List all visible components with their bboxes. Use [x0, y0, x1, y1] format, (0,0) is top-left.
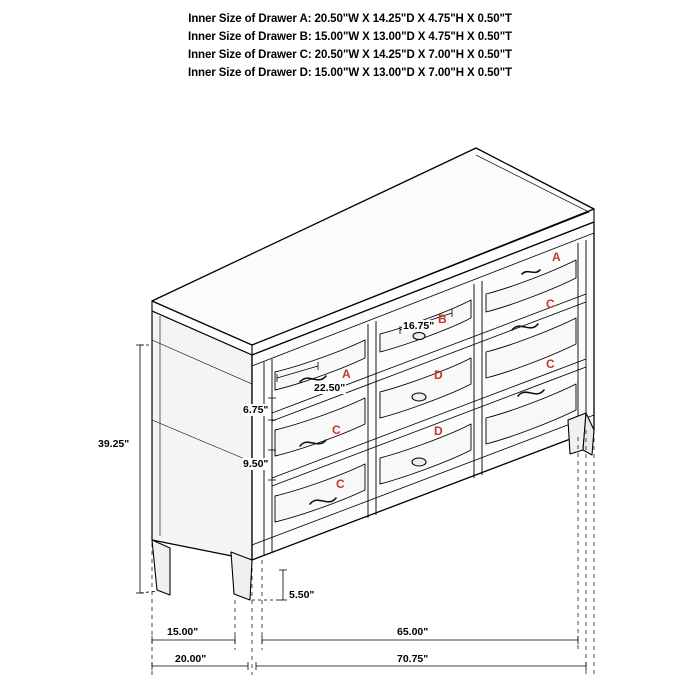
drawer-letter-a-left: A: [342, 367, 351, 381]
dim-leg-height: 5.50": [289, 589, 315, 601]
drawer-letter-c-right-upper: C: [546, 297, 555, 311]
dim-side-depth: 15.00": [167, 626, 199, 638]
drawer-letter-d-center-upper: D: [434, 368, 443, 382]
dim-overall-height: 39.25": [98, 438, 130, 450]
dresser-left-side-panel: [152, 311, 252, 600]
dim-drawer-width-a: 22.50": [314, 382, 346, 394]
dim-base-width: 70.75": [397, 653, 429, 665]
dim-base-depth: 20.00": [175, 653, 207, 665]
drawer-letter-d-center-lower: D: [434, 424, 443, 438]
spec-line-c: Inner Size of Drawer C: 20.50"W X 14.25"D X 7.00"H X 0.50"T: [188, 49, 512, 61]
drawer-letter-c-left-lower: C: [336, 477, 345, 491]
spec-line-b: Inner Size of Drawer B: 15.00"W X 13.00"D X 4.75"H X 0.50"T: [188, 31, 512, 43]
drawer-letter-a-right: A: [552, 250, 561, 264]
dim-front-width: 65.00": [397, 626, 429, 638]
dim-drawer-height-top: 6.75": [243, 404, 269, 416]
spec-line-d: Inner Size of Drawer D: 15.00"W X 13.00"D X 7.00"H X 0.50"T: [188, 67, 512, 79]
drawer-letter-c-right-lower: C: [546, 357, 555, 371]
drawer-letter-b-center: B: [438, 312, 447, 326]
drawer-letter-c-left-upper: C: [332, 423, 341, 437]
spec-line-a: Inner Size of Drawer A: 20.50"W X 14.25"D X 4.75"H X 0.50"T: [188, 13, 512, 25]
dim-drawer-height-lower: 9.50": [243, 458, 269, 470]
dim-drawer-width-b: 16.75": [403, 320, 435, 332]
